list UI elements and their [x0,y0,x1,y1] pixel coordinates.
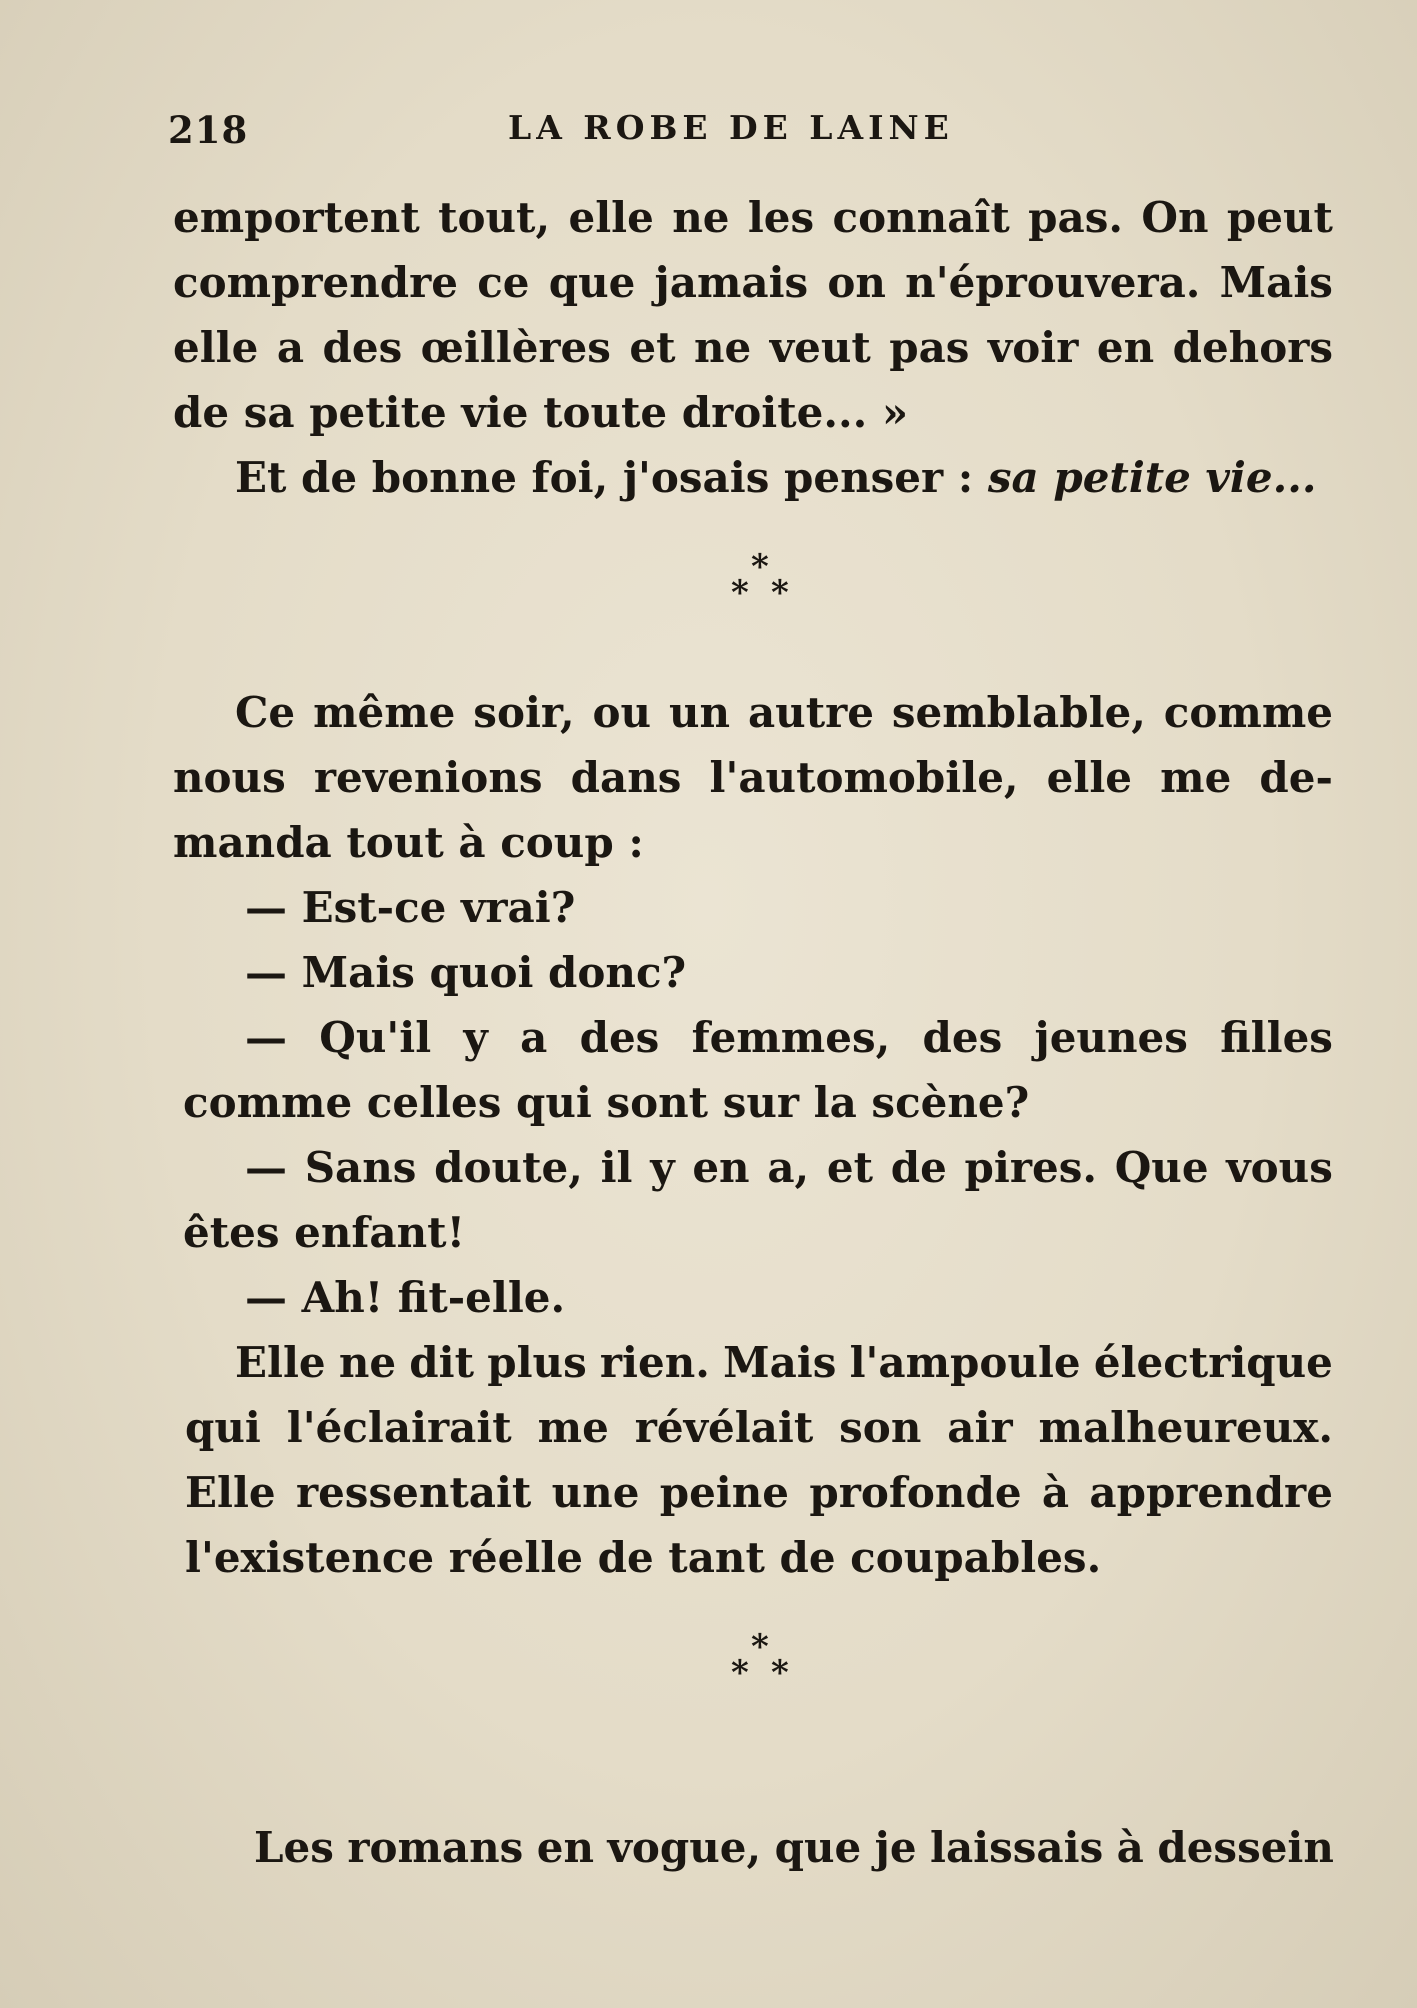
word: même [313,688,456,737]
word: jamais [654,258,809,307]
word: y [650,1143,675,1192]
word: rien. [599,1338,710,1387]
dialogue-line: — Est-ce vrai? [245,883,576,932]
word: On [1141,193,1209,242]
text-line: de sa petite vie toute droite... » [173,388,909,437]
word: en [692,1143,750,1192]
word: Elle [235,1338,326,1387]
text-line [254,1815,1334,1880]
word: jeunes [1034,1013,1188,1062]
asterism [173,510,1333,680]
word: pas [889,323,970,372]
word: pas. [1028,193,1124,242]
asterism [173,1590,1333,1760]
word: œillères [420,323,611,372]
word: Qu'il [319,1013,432,1062]
word: Sans [304,1143,417,1192]
asterism-star: * [751,547,769,587]
text-line [173,315,1333,380]
word: — [245,1143,287,1192]
word: ne [338,1338,397,1387]
word: air [947,1403,1013,1452]
italic-quote: sa petite vie... [987,453,1317,502]
word: à [1116,1823,1144,1872]
word: autre [747,688,874,737]
word: en [536,1823,595,1872]
word: des [922,1013,1003,1062]
word: une [551,1468,640,1517]
word: n'éprouvera. [905,258,1201,307]
text-line [173,1395,1333,1460]
dialogue-line: — Ah! fit-elle. [245,1273,566,1322]
word: qui [185,1403,261,1452]
word: des [579,1013,660,1062]
word: et [826,1143,873,1192]
word: vous [1226,1143,1333,1192]
text-line: l'existence réelle de tant de coupables. [185,1533,1102,1582]
word: Mais [723,1338,837,1387]
word: elle [568,193,654,242]
word: l'ampoule [849,1338,1081,1387]
word: il [600,1143,633,1192]
word: en [1096,323,1155,372]
word: soir, [473,688,575,737]
word: dans [570,753,682,802]
word: l'automobile, [709,753,1019,802]
word: de [890,1143,947,1192]
word: dessein [1157,1823,1334,1872]
word: femmes, [691,1013,891,1062]
word: a [520,1013,548,1062]
asterism-star: * [771,1653,789,1693]
dialogue-line: — Mais quoi donc? [245,948,687,997]
word: que [774,1823,862,1872]
word: pires. [964,1143,1097,1192]
word: comme [1163,688,1333,737]
word: on [827,258,886,307]
word: nous [173,753,286,802]
word: un [668,688,731,737]
asterism-star: * [731,573,749,613]
word: plus [487,1338,587,1387]
dialogue-line [173,1005,1333,1070]
word: romans [347,1823,524,1872]
word: ne [693,323,752,372]
word: Elle [185,1468,276,1517]
word: a, [767,1143,810,1192]
word: me [537,1403,609,1452]
word: filles [1220,1013,1333,1062]
word: veut [769,323,871,372]
page-header [168,108,1328,158]
text-line [173,1330,1333,1395]
asterism-star: * [731,1653,749,1693]
word: ce [477,258,530,307]
word: et [629,323,676,372]
word: peut [1226,193,1333,242]
word: ne [672,193,730,242]
word: son [839,1403,922,1452]
word: voir [987,323,1079,372]
text-line [173,250,1333,315]
word: elle [1046,753,1133,802]
word: a [276,323,305,372]
word: profonde [809,1468,1022,1517]
word: tout, [438,193,551,242]
text-segment: Et de bonne foi, j'osais penser : [235,453,974,502]
word: comprendre [173,258,458,307]
word: ou [592,688,652,737]
text-line [173,745,1333,810]
word: laissais [930,1823,1104,1872]
word: dehors [1172,323,1333,372]
word: ressentait [295,1468,532,1517]
word: — [245,1013,287,1062]
word: peine [659,1468,790,1517]
asterism-star: * [771,573,789,613]
word: des [322,323,403,372]
text-line [173,445,1333,510]
text-line: êtes enfant! [183,1208,466,1257]
word: électrique [1093,1338,1333,1387]
word: je [874,1823,917,1872]
text-line [173,185,1333,250]
asterism-star: * [751,1627,769,1667]
page-body [173,185,1333,1760]
word: dit [409,1338,475,1387]
word: révélait [634,1403,814,1452]
word: me [1160,753,1232,802]
word: malheureux. [1038,1403,1333,1452]
word: Que [1114,1143,1209,1192]
text-line [173,1460,1333,1525]
word: de- [1259,753,1333,802]
word: semblable, [891,688,1146,737]
word: Les [254,1823,334,1872]
text-line: manda tout à coup : [173,818,644,867]
word: elle [173,323,259,372]
text-line: comme celles qui sont sur la scène? [183,1078,1030,1127]
word: les [747,193,815,242]
word: emportent [173,193,420,242]
word: vogue, [607,1823,762,1872]
running-title: LA ROBE DE LAINE [508,108,954,147]
word: que [548,258,636,307]
word: l'éclairait [286,1403,512,1452]
word: y [463,1013,488,1062]
word: connaît [832,193,1010,242]
page-number: 218 [168,108,249,152]
word: revenions [313,753,543,802]
dialogue-line [173,1135,1333,1200]
word: apprendre [1089,1468,1333,1517]
word: doute, [434,1143,583,1192]
word: à [1041,1468,1070,1517]
word: Mais [1219,258,1333,307]
text-line [173,680,1333,745]
word: Ce [235,688,296,737]
